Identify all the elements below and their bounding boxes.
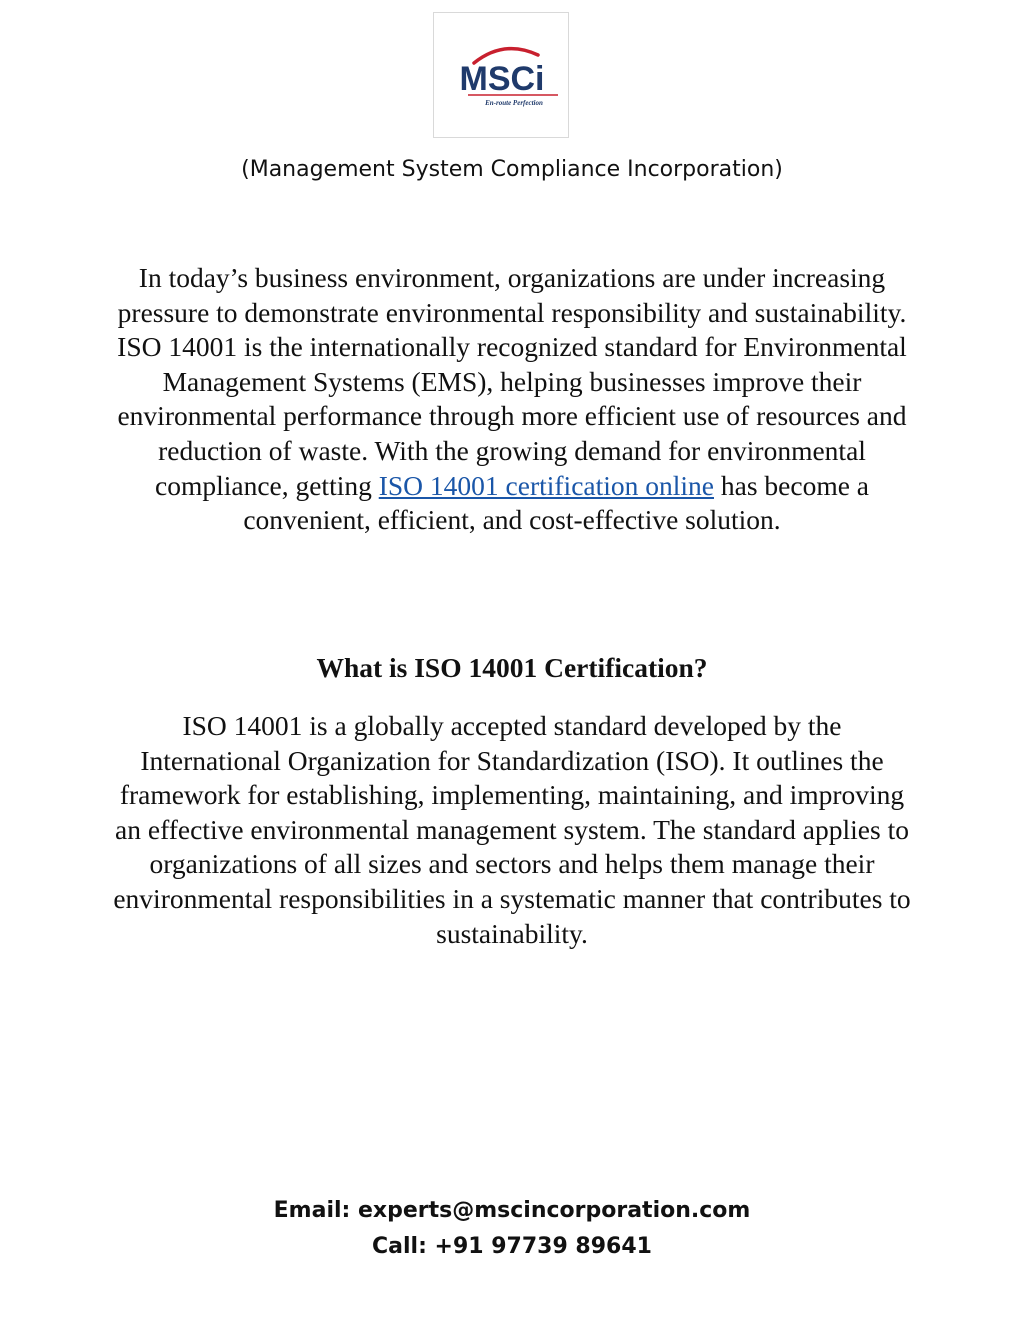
logo-tagline: En-route Perfection: [485, 99, 543, 107]
logo: [433, 12, 569, 138]
section-body: ISO 14001 is a globally accepted standard developed by the International Organization for Standardization (ISO). It outlines the framework for establishing, implementing, maintaining, and improving an effective environmental management system. The standard applies to organizations of all sizes and sectors and helps them manage their environmental responsibilities in a systematic manner that contributes to sustainability.: [113, 710, 911, 949]
section-heading: What is ISO 14001 Certification?: [316, 652, 708, 683]
iso-certification-link[interactable]: ISO 14001 certification online: [378, 469, 714, 501]
org-name: (Management System Compliance Incorporation): [241, 157, 783, 182]
contact-phone: Call: +91 97739 89641: [372, 1234, 652, 1259]
logo-wordmark: MSCi: [459, 60, 545, 98]
contact-email: Email: experts@mscincorporation.com: [273, 1198, 751, 1223]
intro-text-end: has become a convenient, efficient, and cost-effective solution.: [243, 469, 869, 536]
msci-logo-icon: [434, 13, 570, 139]
intro-text-start: In today’s business environment, organizations are under increasing pressure to demonstrate environmental responsibility and sustainability. ISO 14001 is the internationally recognized standard for Environmental Management Systems (EMS), helping businesses improve their environmental performance through more efficient use of resources and reduction of waste. With the growing demand for environmental compliance, getting: [117, 262, 907, 501]
intro-paragraph: [112, 261, 912, 538]
